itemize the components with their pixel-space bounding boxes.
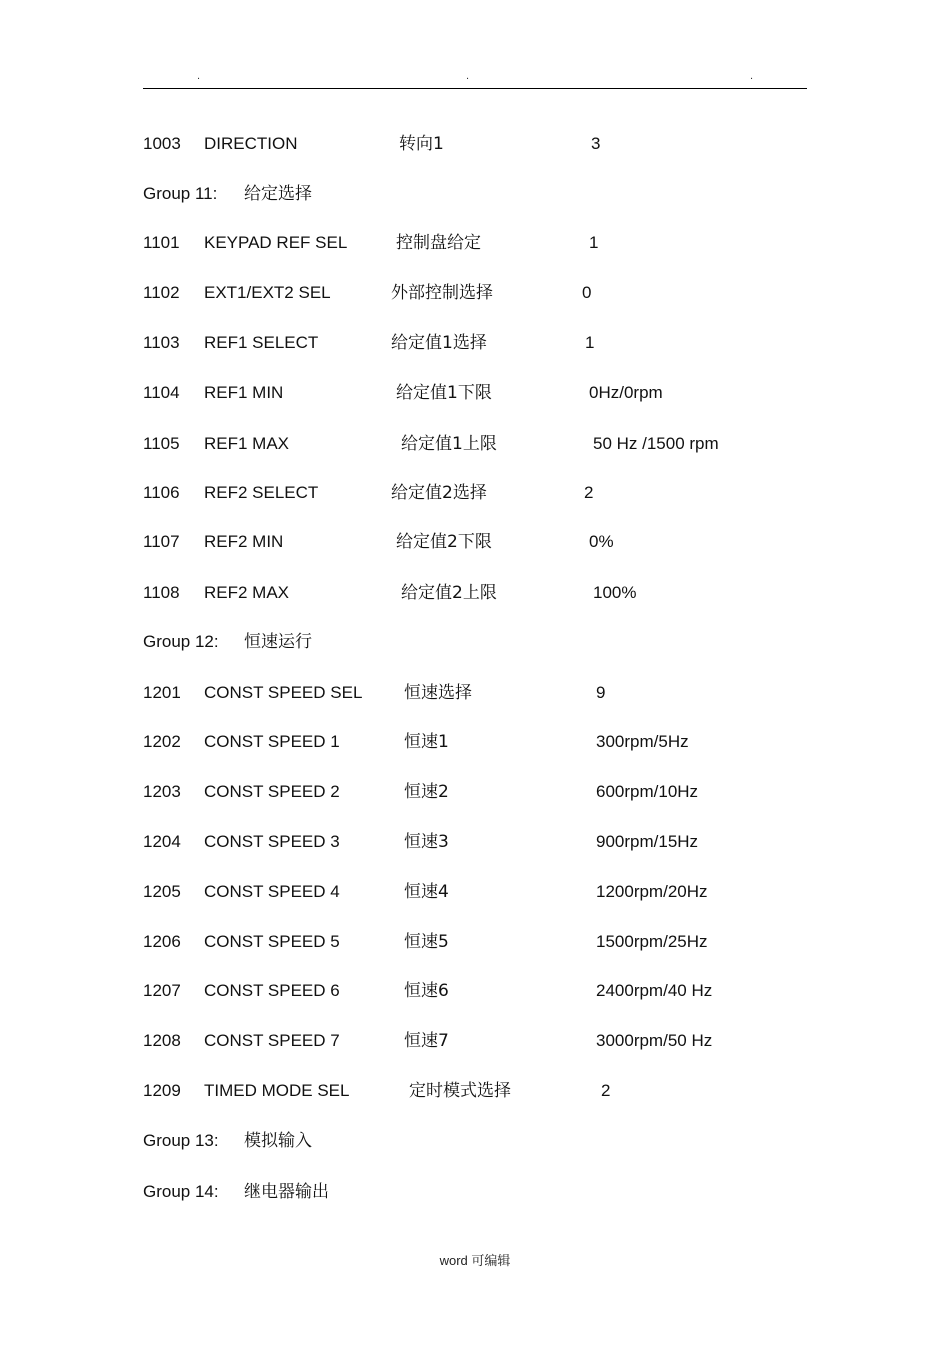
param-name: DIRECTION <box>204 134 298 153</box>
param-description: 恒速选择 <box>404 683 472 703</box>
param-code: 1208 <box>143 1031 181 1050</box>
param-row <box>0 330 950 356</box>
header-dots <box>0 70 950 84</box>
param-name: REF2 SELECT <box>204 483 319 502</box>
param-description: 给定值1下限 <box>396 383 492 403</box>
param-value: 2 <box>601 1081 611 1100</box>
param-row <box>0 680 950 706</box>
param-description: 恒速5 <box>404 932 449 952</box>
param-description: 给定值2上限 <box>401 583 497 603</box>
param-code: 1209 <box>143 1081 181 1100</box>
param-name: CONST SPEED 4 <box>204 882 340 901</box>
param-description: 转向1 <box>399 134 444 154</box>
param-row <box>0 480 950 506</box>
group-heading <box>0 181 950 207</box>
param-value: 50 Hz /1500 rpm <box>593 434 719 453</box>
param-value: 0 <box>582 283 592 302</box>
group-heading <box>0 629 950 655</box>
group-label: Group 12: <box>143 632 219 651</box>
group-title: 恒速运行 <box>244 632 312 652</box>
param-row <box>0 829 950 855</box>
param-description: 控制盘给定 <box>396 233 481 253</box>
param-value: 100% <box>593 583 637 602</box>
param-row <box>0 230 950 256</box>
group-label: Group 13: <box>143 1131 219 1150</box>
param-description: 恒速6 <box>404 981 449 1001</box>
param-row <box>0 380 950 406</box>
group-title: 模拟输入 <box>244 1131 312 1151</box>
param-description: 恒速2 <box>404 782 449 802</box>
param-row <box>0 1028 950 1054</box>
header-dot: . <box>750 70 754 82</box>
param-value: 1 <box>585 333 595 352</box>
group-heading <box>0 1179 950 1205</box>
header-dot: . <box>466 70 470 82</box>
param-row <box>0 729 950 755</box>
param-name: KEYPAD REF SEL <box>204 233 348 252</box>
group-heading <box>0 1128 950 1154</box>
param-name: CONST SPEED 3 <box>204 832 340 851</box>
param-row <box>0 978 950 1004</box>
param-name: REF2 MAX <box>204 583 290 602</box>
param-value: 0% <box>589 532 614 551</box>
param-description: 恒速3 <box>404 832 449 852</box>
param-code: 1105 <box>143 434 180 453</box>
param-description: 给定值2选择 <box>391 483 487 503</box>
param-value: 0Hz/0rpm <box>589 383 663 402</box>
param-code: 1108 <box>143 583 180 602</box>
param-code: 1205 <box>143 882 181 901</box>
param-code: 1102 <box>143 283 180 302</box>
param-code: 1206 <box>143 932 181 951</box>
param-description: 给定值2下限 <box>396 532 492 552</box>
param-description: 恒速7 <box>404 1031 449 1051</box>
param-value: 1 <box>589 233 599 252</box>
param-name: CONST SPEED 1 <box>204 732 340 751</box>
param-name: CONST SPEED SEL <box>204 683 363 702</box>
param-code: 1207 <box>143 981 181 1000</box>
param-code: 1201 <box>143 683 181 702</box>
param-code: 1202 <box>143 732 181 751</box>
header-rule <box>143 88 807 89</box>
header-dot: . <box>197 70 201 82</box>
param-row <box>0 879 950 905</box>
param-name: EXT1/EXT2 SEL <box>204 283 331 302</box>
param-row <box>0 280 950 306</box>
param-value: 9 <box>596 683 606 702</box>
param-value: 2400rpm/40 Hz <box>596 981 713 1000</box>
param-name: REF1 SELECT <box>204 333 319 352</box>
param-code: 1003 <box>143 134 181 153</box>
param-value: 1500rpm/25Hz <box>596 932 708 951</box>
param-code: 1101 <box>143 233 180 252</box>
param-row <box>0 580 950 606</box>
param-code: 1104 <box>143 383 180 402</box>
param-value: 600rpm/10Hz <box>596 782 699 801</box>
group-title: 继电器输出 <box>244 1182 329 1202</box>
param-description: 恒速4 <box>404 882 449 902</box>
param-row <box>0 929 950 955</box>
group-title: 给定选择 <box>244 184 312 204</box>
param-value: 3 <box>591 134 601 153</box>
param-value: 300rpm/5Hz <box>596 732 689 751</box>
param-row <box>0 529 950 555</box>
param-row <box>0 131 950 157</box>
param-code: 1203 <box>143 782 181 801</box>
param-row <box>0 779 950 805</box>
group-label: Group 14: <box>143 1182 219 1201</box>
param-name: CONST SPEED 5 <box>204 932 340 951</box>
param-description: 外部控制选择 <box>391 283 493 303</box>
param-code: 1106 <box>143 483 180 502</box>
param-name: CONST SPEED 6 <box>204 981 340 1000</box>
param-row <box>0 431 950 457</box>
param-row <box>0 1078 950 1104</box>
param-code: 1103 <box>143 333 180 352</box>
param-name: TIMED MODE SEL <box>204 1081 350 1100</box>
group-label: Group 11: <box>143 184 218 203</box>
param-name: REF2 MIN <box>204 532 284 551</box>
footer-text: word 可编辑 <box>439 1253 511 1268</box>
param-code: 1204 <box>143 832 181 851</box>
param-description: 给定值1选择 <box>391 333 487 353</box>
param-name: CONST SPEED 7 <box>204 1031 340 1050</box>
param-name: REF1 MIN <box>204 383 284 402</box>
param-value: 2 <box>584 483 594 502</box>
param-value: 1200rpm/20Hz <box>596 882 708 901</box>
param-name: CONST SPEED 2 <box>204 782 340 801</box>
param-value: 900rpm/15Hz <box>596 832 699 851</box>
param-description: 给定值1上限 <box>401 434 497 454</box>
param-code: 1107 <box>143 532 180 551</box>
param-value: 3000rpm/50 Hz <box>596 1031 713 1050</box>
param-description: 恒速1 <box>404 732 449 752</box>
param-name: REF1 MAX <box>204 434 290 453</box>
param-description: 定时模式选择 <box>409 1081 511 1101</box>
